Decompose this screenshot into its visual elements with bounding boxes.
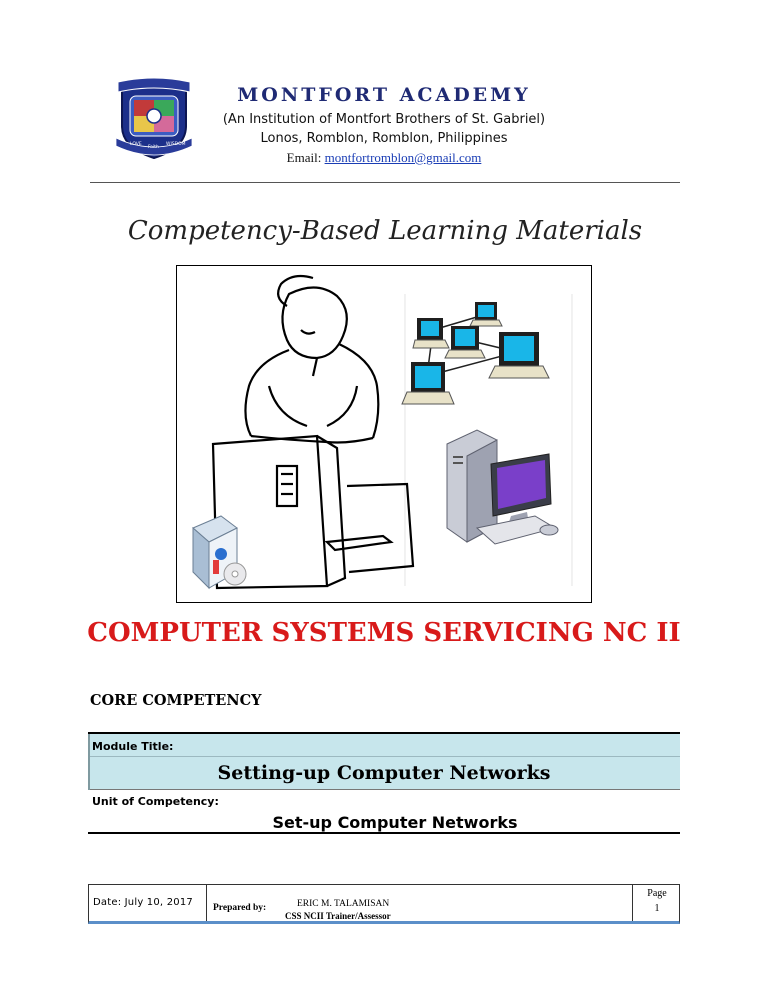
document-heading: Competency-Based Learning Materials (127, 216, 643, 246)
network-pc-4 (489, 332, 549, 378)
school-name: MONTFORT ACADEMY (237, 84, 531, 106)
header-divider (90, 182, 680, 183)
competency-type: CORE COMPETENCY (90, 692, 262, 709)
computer-tower-drawing (213, 436, 413, 588)
network-pc-2 (470, 302, 502, 326)
module-title-label-cell (88, 734, 680, 757)
email-link[interactable]: montfortromblon@gmail.com (324, 150, 482, 165)
school-subtitle: (An Institution of Montfort Brothers of St. Gabriel) (222, 112, 546, 127)
module-title-label: Module Title: (92, 740, 174, 753)
page-number: 1 (654, 903, 660, 914)
footer-prepared-cell (207, 885, 633, 921)
page-footer (88, 884, 680, 924)
module-info-table (88, 732, 680, 834)
prepared-by-label: Prepared by: (213, 903, 267, 913)
page-label: Page (647, 888, 667, 899)
school-email-line (200, 150, 568, 166)
footer-date: Date: July 10, 2017 (93, 897, 193, 908)
network-pc-1 (413, 318, 449, 348)
preparer-name: ERIC M. TALAMISAN (297, 899, 390, 909)
technician-figure (245, 276, 378, 443)
desktop-computer-icon (447, 430, 558, 544)
footer-date-cell (89, 885, 207, 921)
school-logo (112, 76, 196, 160)
module-title-value: Setting-up Computer Networks (217, 762, 551, 784)
technician-network-clipart (177, 266, 590, 601)
qualification-title: COMPUTER SYSTEMS SERVICING NC II (87, 618, 681, 648)
network-pc-5 (402, 362, 454, 404)
logo-motto-3: WISDOM (166, 142, 186, 147)
logo-motto-2: Faith (148, 145, 159, 150)
email-label: Email: (286, 150, 325, 165)
module-title-row (88, 734, 680, 790)
school-address: Lonos, Romblon, Romblon, Philippines (260, 131, 508, 146)
network-diagram-icon (402, 302, 549, 404)
unit-of-competency-value: Set-up Computer Networks (272, 813, 518, 832)
network-pc-3 (445, 326, 485, 358)
preparer-role: CSS NCII Trainer/Assessor (285, 911, 391, 921)
software-box-icon (193, 516, 246, 588)
cover-illustration (176, 265, 592, 603)
unit-of-competency-label: Unit of Competency: (92, 795, 219, 808)
footer-page-cell (633, 885, 681, 921)
logo-motto-1: LOVE (130, 142, 142, 147)
